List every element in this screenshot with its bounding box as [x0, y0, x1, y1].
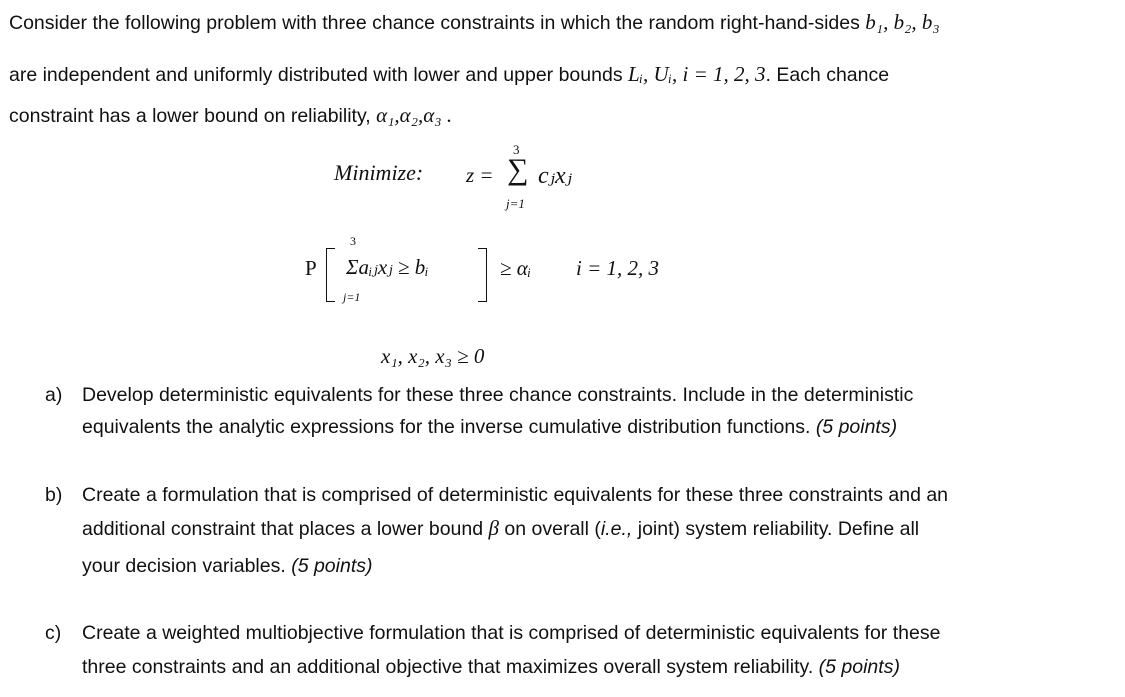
part-b-label: b): [45, 484, 63, 506]
part-a-label: a): [45, 384, 63, 406]
part-b-line-3-wrap: [82, 555, 373, 578]
part-c-line-2: three constraints and an additional objective that maximizes overall system reliability.: [82, 656, 814, 678]
intro-text-1: Consider the following problem with three chance constraints in which the random right-hand-sides: [9, 12, 860, 34]
constraint-sum-top: 3: [350, 234, 356, 248]
part-b-points: (5 points): [291, 555, 373, 577]
intro-vars-bounds: Lᵢ, Uᵢ, i = 1, 2, 3: [628, 62, 766, 86]
part-b-line-3: your decision variables.: [82, 555, 286, 577]
part-a-points: (5 points): [815, 416, 898, 438]
part-b-ie: i.e.,: [600, 518, 633, 540]
part-b-line-2b: on overall (: [504, 518, 601, 540]
objective-sum-bottom: j=1: [506, 196, 525, 211]
intro-line-1: [9, 10, 940, 35]
intro-text-2a: are independent and uniformly distributed with lower and upper bounds: [9, 64, 623, 86]
part-a-line-1: Develop deterministic equivalents for these three chance constraints. Include in the deterministic: [82, 384, 914, 406]
objective-sum-symbol: ∑: [507, 153, 529, 186]
constraint-rhs: ≥ αᵢ: [500, 256, 532, 280]
constraint-P: P: [305, 256, 317, 280]
left-bracket: [326, 248, 335, 302]
intro-vars-b: b₁, b₂, b₃: [865, 10, 940, 34]
part-b-line-2a: additional constraint that places a lower bound: [82, 518, 484, 540]
intro-line-2: [9, 62, 889, 87]
part-b-line-1: Create a formulation that is comprised of deterministic equivalents for these three constraints and an: [82, 484, 949, 506]
objective-lhs: z =: [466, 163, 494, 187]
intro-text-3a: constraint has a lower bound on reliability,: [9, 105, 371, 127]
part-c-line-1: Create a weighted multiobjective formulation that is comprised of deterministic equivalents for these: [82, 622, 941, 644]
objective-sum-top: 3: [513, 142, 520, 157]
part-c-points: (5 points): [818, 656, 900, 678]
constraint-index: i = 1, 2, 3: [576, 256, 660, 280]
part-b-beta: β: [488, 516, 499, 540]
constraint-sum-bottom: j=1: [343, 290, 361, 304]
part-a-line-2-wrap: [82, 416, 897, 439]
part-b-line-2-wrap: [82, 516, 919, 541]
intro-text-2b: . Each chance: [765, 64, 890, 86]
intro-vars-alpha: α₁,α₂,α₃ .: [376, 103, 453, 127]
intro-line-3: [9, 103, 452, 128]
part-a-line-2: equivalents the analytic expressions for the inverse cumulative distribution functions.: [82, 416, 811, 438]
constraint-inner: Σaᵢⱼxⱼ ≥ bᵢ: [346, 255, 429, 279]
part-c-label: c): [45, 622, 62, 644]
part-b-line-2c: joint) system reliability. Define all: [637, 518, 920, 540]
nonnegativity: x₁, x₂, x₃ ≥ 0: [381, 344, 485, 368]
objective-label: Minimize:: [334, 160, 424, 185]
part-c-line-2-wrap: [82, 656, 900, 679]
objective-term: cⱼxⱼ: [538, 163, 572, 189]
right-bracket: [478, 248, 487, 302]
